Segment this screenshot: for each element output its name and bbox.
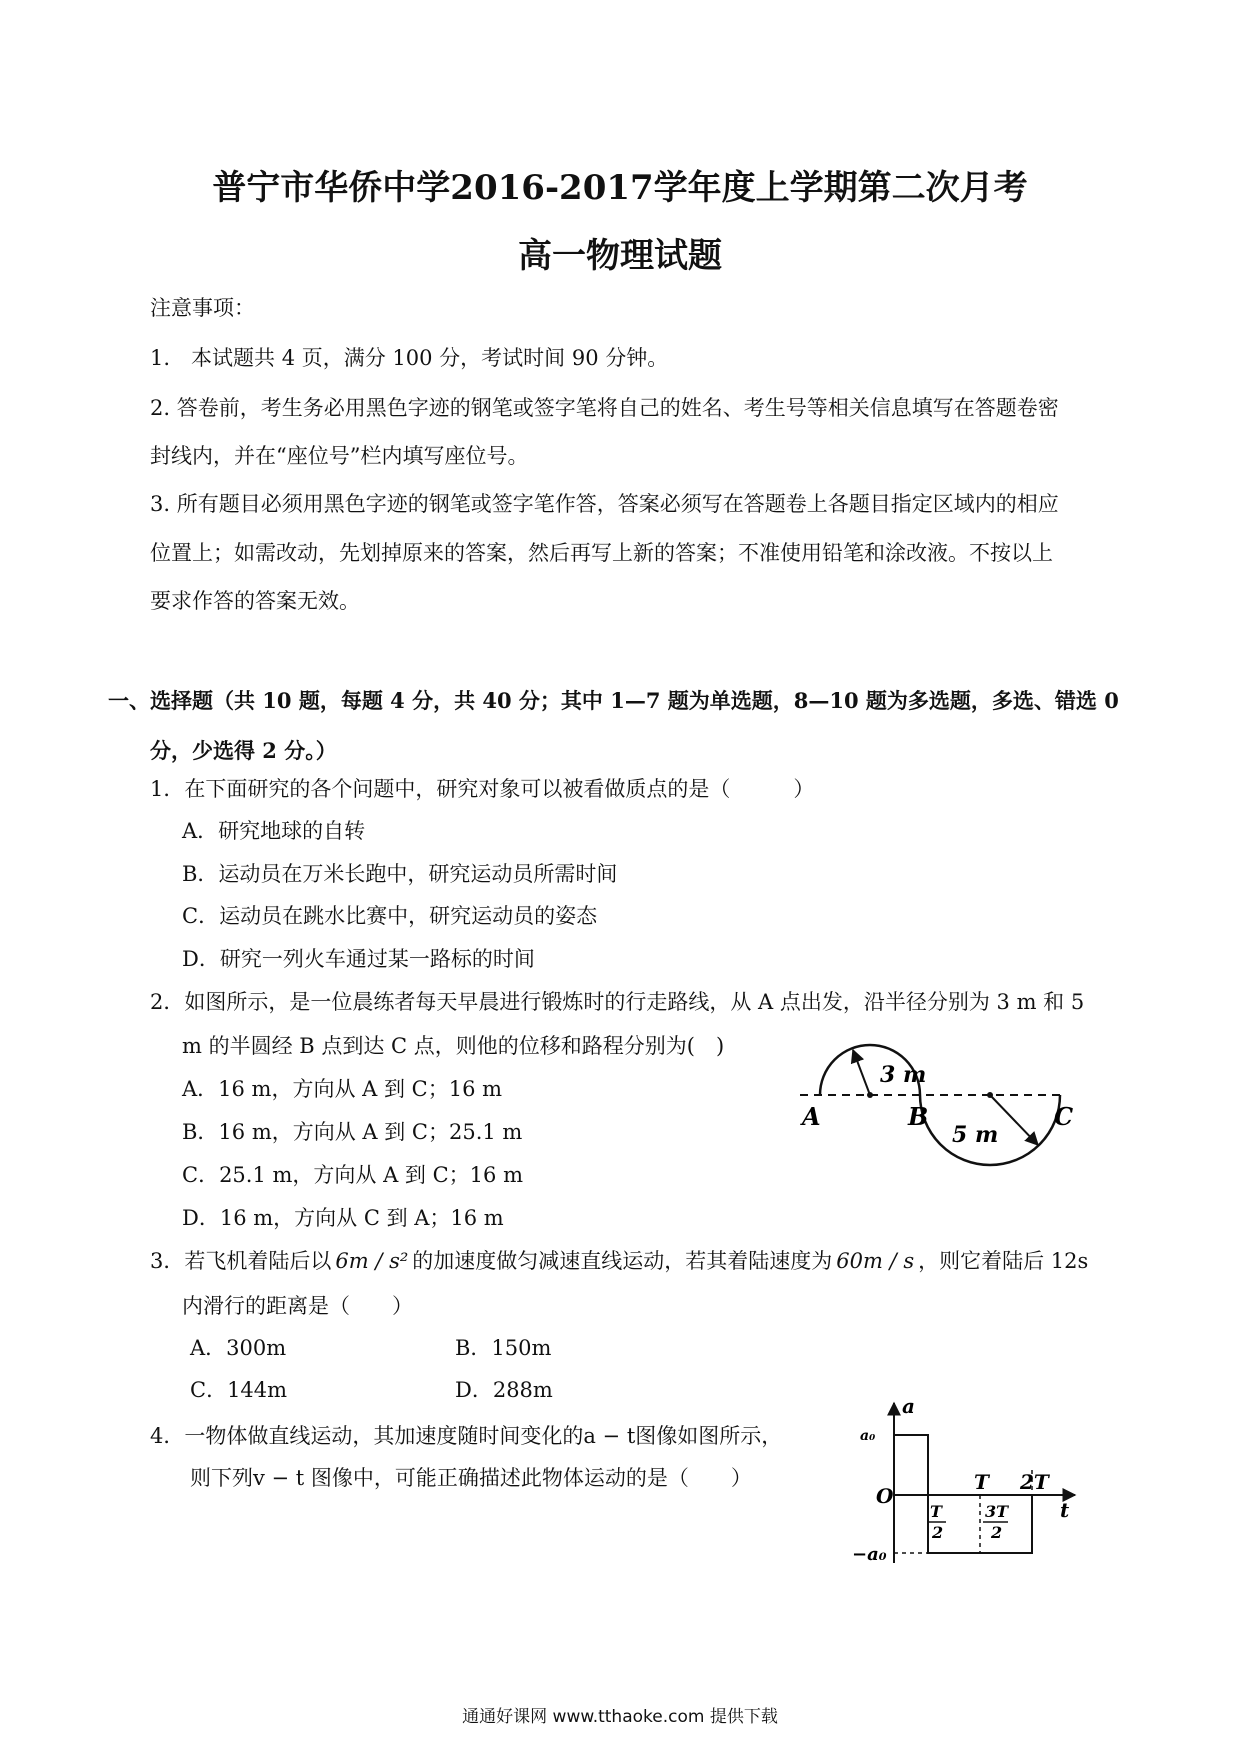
notice-line: 要求作答的答案无效。 [150,589,360,613]
question-4-at-graph [850,1395,1100,1570]
point-a-label: A [802,1102,821,1131]
question-3-stem-part: 3．若飞机着陆后以 [150,1249,332,1273]
section-heading-cont: 分，少选得 2 分。） [150,738,337,763]
question-1-option-d: D．研究一列火车通过某一路标的时间 [182,947,535,971]
exam-title: 普宁市华侨中学2016-2017学年度上学期第二次月考 [212,168,1028,208]
a-axis-label: a [902,1395,915,1418]
t-axis-label: t [1060,1498,1070,1522]
question-1-option-a: A．研究地球的自转 [182,819,366,843]
question-3-option-a: A．300m [190,1336,287,1360]
question-3-option-c: C．144m [190,1378,288,1402]
notice-line: 封线内，并在“座位号”栏内填写座位号。 [150,444,529,468]
positive-pulse [894,1435,928,1495]
question-3-stem-part: ，则它着陆后 12s [918,1249,1089,1273]
small-radius-arrow [853,1050,870,1095]
question-2-option-d: D．16 m，方向从 C 到 A；16 m [182,1206,504,1230]
question-3-stem [150,1245,1088,1275]
notice-heading: 注意事项： [150,296,255,320]
neg-a0-label: −a₀ [852,1544,887,1565]
notice-line: 3. 所有题目必须用黑色字迹的钢笔或签字笔作答，答案必须写在答题卷上各题目指定区域内的相应 [150,492,1059,516]
three-half-t-denominator: 2 [991,1523,1003,1542]
question-2-option-b: B．16 m，方向从 A 到 C；25.1 m [182,1120,523,1144]
point-c-label: C [1054,1102,1074,1131]
large-radius-label: 5 m [952,1122,999,1148]
small-radius-label: 3 m [880,1062,927,1088]
half-t-numerator: T [930,1502,942,1521]
point-b-label: B [908,1102,929,1131]
question-2-stem: 2．如图所示，是一位晨练者每天早晨进行锻炼时的行走路线，从 A 点出发，沿半径分别为 3 m 和 5 [150,990,1085,1014]
origin-label: O [876,1484,894,1508]
question-2-option-c: C．25.1 m，方向从 A 到 C；16 m [182,1163,523,1187]
notice-line: 1. 本试题共 4 页，满分 100 分，考试时间 90 分钟。 [150,346,669,370]
question-1-stem: 1．在下面研究的各个问题中，研究对象可以被看做质点的是（ ） [150,777,815,801]
exam-subtitle: 高一物理试题 [518,236,722,276]
question-3-option-b: B．150m [455,1336,552,1360]
question-2-option-a: A．16 m，方向从 A 到 C；16 m [182,1077,503,1101]
question-2-stem-cont: m 的半圆经 B 点到达 C 点，则他的位移和路程分别为( ) [182,1034,725,1058]
a0-label: a₀ [860,1428,876,1444]
section-heading: 一、选择题（共 10 题，每题 4 分，共 40 分；其中 1—7 题为单选题，8—10 题为多选题，多选、错选 0 [108,688,1119,713]
question-3-stem-part: 的加速度做匀减速直线运动，若其着陆速度为 [412,1249,833,1273]
question-3-option-d: D．288m [455,1378,553,1402]
question-4-stem-cont: 则下列v − t 图像中，可能正确描述此物体运动的是（ ） [190,1466,752,1490]
two-t-tick-label: 2T [1020,1470,1049,1494]
question-3-acceleration: 6m / s² [335,1249,409,1273]
half-t-denominator: 2 [932,1523,944,1542]
question-3-speed: 60m / s [836,1249,915,1273]
question-1-option-c: C．运动员在跳水比赛中，研究运动员的姿态 [182,904,598,928]
question-3-stem-cont: 内滑行的距离是（ ） [182,1294,413,1318]
three-half-t-numerator: 3T [985,1502,1009,1521]
t-tick-label: T [974,1470,989,1494]
question-1-option-b: B．运动员在万米长跑中，研究运动员所需时间 [182,862,618,886]
notice-line: 2. 答卷前，考生务必用黑色字迹的钢笔或签字笔将自己的姓名、考生号等相关信息填写在答题卷密 [150,396,1059,420]
question-4-stem: 4．一物体做直线运动，其加速度随时间变化的a − t图像如图所示， [150,1424,783,1448]
notice-line: 位置上；如需改动，先划掉原来的答案，然后再写上新的答案；不准使用铅笔和涂改液。不按以上 [150,541,1053,565]
question-2-path-figure [790,1030,1080,1190]
page-footer: 通通好课网 www.tthaoke.com 提供下载 [462,1707,778,1727]
